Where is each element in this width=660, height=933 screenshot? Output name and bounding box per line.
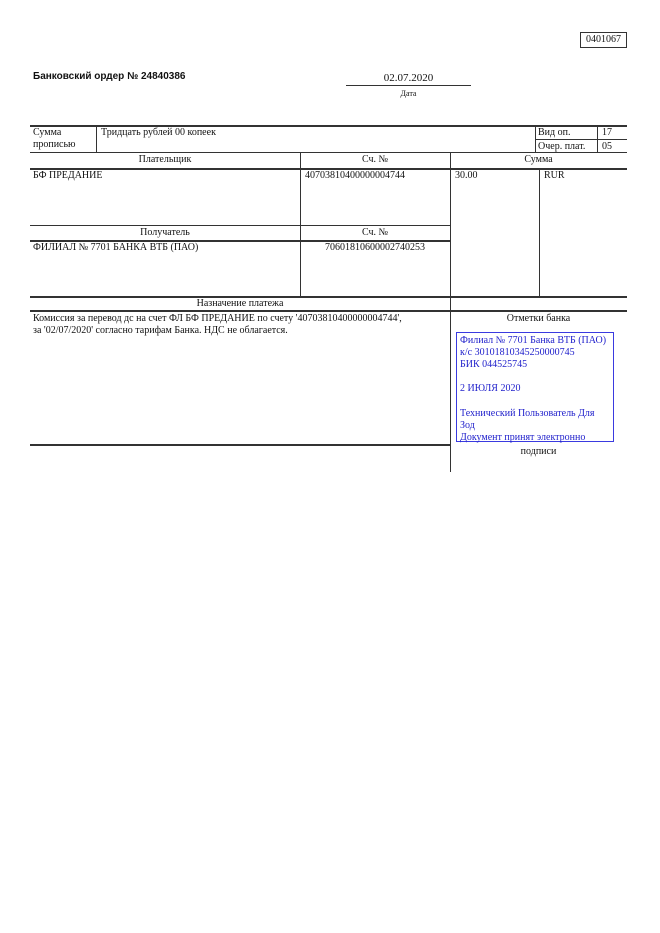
divider [30,225,450,226]
divider [300,152,301,296]
stamp-date: 2 ИЮЛЯ 2020 [460,383,521,394]
recipient-account-header: Сч. № [361,227,389,238]
stamp-line: к/с 30101810345250000745 [460,347,575,358]
sum-currency: RUR [544,170,565,181]
purpose-line-1: Комиссия за перевод дс на счет ФЛ БФ ПРЕДАНИЕ по счету '40703810400000004744', [33,313,402,324]
op-type-label: Вид оп. [538,127,571,138]
divider [597,125,598,152]
divider [30,444,450,446]
payer-account-header: Сч. № [361,154,389,165]
stamp-line: БИК 044525745 [460,359,528,370]
divider [30,152,627,153]
signatures-label: подписи [520,446,557,457]
payer-name: БФ ПРЕДАНИЕ [33,170,103,181]
divider [539,168,540,296]
document-title: Банковский ордер № 24840386 [33,71,186,82]
divider [30,310,627,312]
divider [535,125,536,152]
bank-stamp [456,332,614,442]
priority-label: Очер. плат. [538,141,586,152]
form-code-box: 0401067 [580,32,627,48]
sum-amount: 30.00 [455,170,478,181]
purpose-line-2: за '02/07/2020' согласно тарифам Банка. НДС не облагается. [33,325,288,336]
date-value: 02.07.2020 [383,72,434,84]
stamp-line: Зод [460,420,475,431]
op-type-value: 17 [602,127,612,138]
date-label: Дата [400,89,417,98]
divider [450,152,451,472]
date-underline [346,85,471,86]
recipient-account: 70601810600002740253 [325,242,425,253]
purpose-header: Назначение платежа [196,298,284,309]
stamp-line: Филиал № 7701 Банка ВТБ (ПАО) [460,335,607,346]
sum-header: Сумма [524,154,553,165]
divider [96,125,97,152]
payer-header: Плательщик [138,154,192,165]
amount-words-value: Тридцать рублей 00 копеек [101,127,216,138]
divider [535,139,627,140]
priority-value: 05 [602,141,612,152]
bank-marks-header: Отметки банка [506,313,571,324]
payer-account: 40703810400000004744 [305,170,405,181]
stamp-line: Технический Пользователь Для [460,408,595,419]
recipient-header: Получатель [140,227,190,238]
recipient-name: ФИЛИАЛ № 7701 БАНКА ВТБ (ПАО) [33,242,199,253]
stamp-line: Документ принят электронно [460,432,586,443]
amount-words-label: Сумма прописью [33,127,76,150]
